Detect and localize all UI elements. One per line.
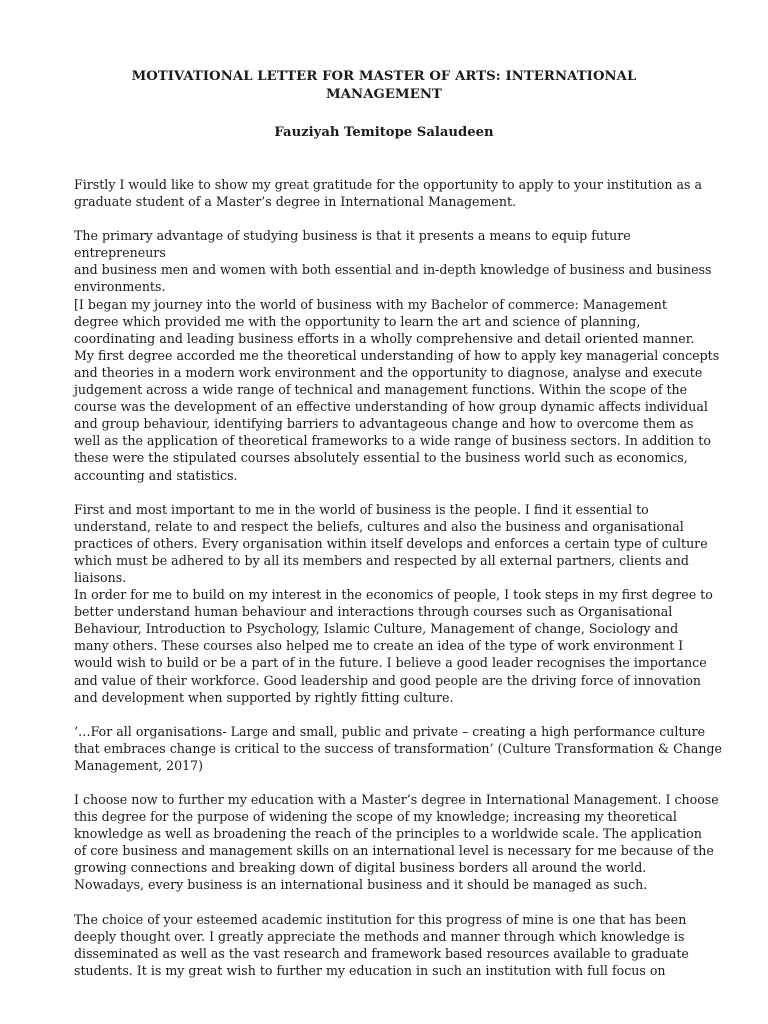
paragraph-quote: ‘…For all organisations- Large and small, public and private – creating a high performance culture that embraces change is critical to the success of transformation’ (Culture Transformation & Change Management, 2017) (74, 723, 722, 773)
paragraph-economics-of-people: In order for me to build on my interest in the economics of people, I took steps in my first degree to better understand human behaviour and interactions through courses such as Organisational Behaviour, Introduction to Psychology, Islamic Culture, Management of change, Sociology and many others. These courses also helped me to create an idea of the type of work environment I would wish to build or be a part of in the future. I believe a good leader recognises the importance and value of their workforce. Good leadership and good people are the driving force of innovation and development when supported by rightly fitting culture. (74, 587, 713, 705)
paragraph-people: First and most important to me in the world of business is the people. I find it essential to understand, relate to and respect the beliefs, cultures and also the business and organisational practices of others. Every organisation within itself develops and enforces a certain type of culture which must be adhered to by all its members and respected by all external partners, clients and liaisons. (74, 501, 708, 585)
author-name: Fauziyah Temitope Salaudeen (274, 125, 494, 140)
paragraph-institution-choice: The choice of your esteemed academic institution for this progress of mine is one that has been deeply thought over. I greatly appreciate the methods and manner through which knowledge is disseminated as well as the vast research and framework based resources available to graduate students. It is my great wish to further my education in such an institution with full focus on (74, 911, 689, 978)
document-title: MOTIVATIONAL LETTER FOR MASTER OF ARTS: INTERNATIONAL MANAGEMENT (131, 69, 637, 102)
letter-body (74, 176, 726, 979)
paragraph-gratitude: Firstly I would like to show my great gratitude for the opportunity to apply to your institution as a graduate student of a Master’s degree in International Management. (74, 177, 702, 210)
paragraph-business-advantage: The primary advantage of studying business is that it presents a means to equip future entrepreneurs and business men and women with both essential and in-depth knowledge of business and business environments. (74, 228, 712, 295)
paragraph-bachelor-journey: [I began my journey into the world of business with my Bachelor of commerce: Management degree which provided me with the opportunity to learn the art and science of planning, coordinating and leading business efforts in a wholly comprehensive and detail oriented manner. My first degree accorded me the theoretical understanding of how to apply key managerial concepts and theories in a modern work environment and the opportunity to diagnose, analyse and execute judgement across a wide range of technical and management functions. Within the scope of the course was the development of an effective understanding of how group dynamic affects individual and group behaviour, identifying barriers to advantageous change and how to overcome them as well as the application of theoretical frameworks to a wide range of business sectors. In addition to these were the stipulated courses absolutely essential to the business world such as economics, accounting and statistics. (74, 296, 720, 483)
paragraph-masters-choice: I choose now to further my education with a Master’s degree in International Management. I choose this degree for the purpose of widening the scope of my knowledge; increasing my theoretical knowledge as well as broadening the reach of the principles to a worldwide scale. The application of core business and management skills on an international level is necessary for me because of the growing connections and breaking down of digital business borders all around the world. Nowadays, every business is an international business and it should be managed as such. (74, 792, 719, 893)
